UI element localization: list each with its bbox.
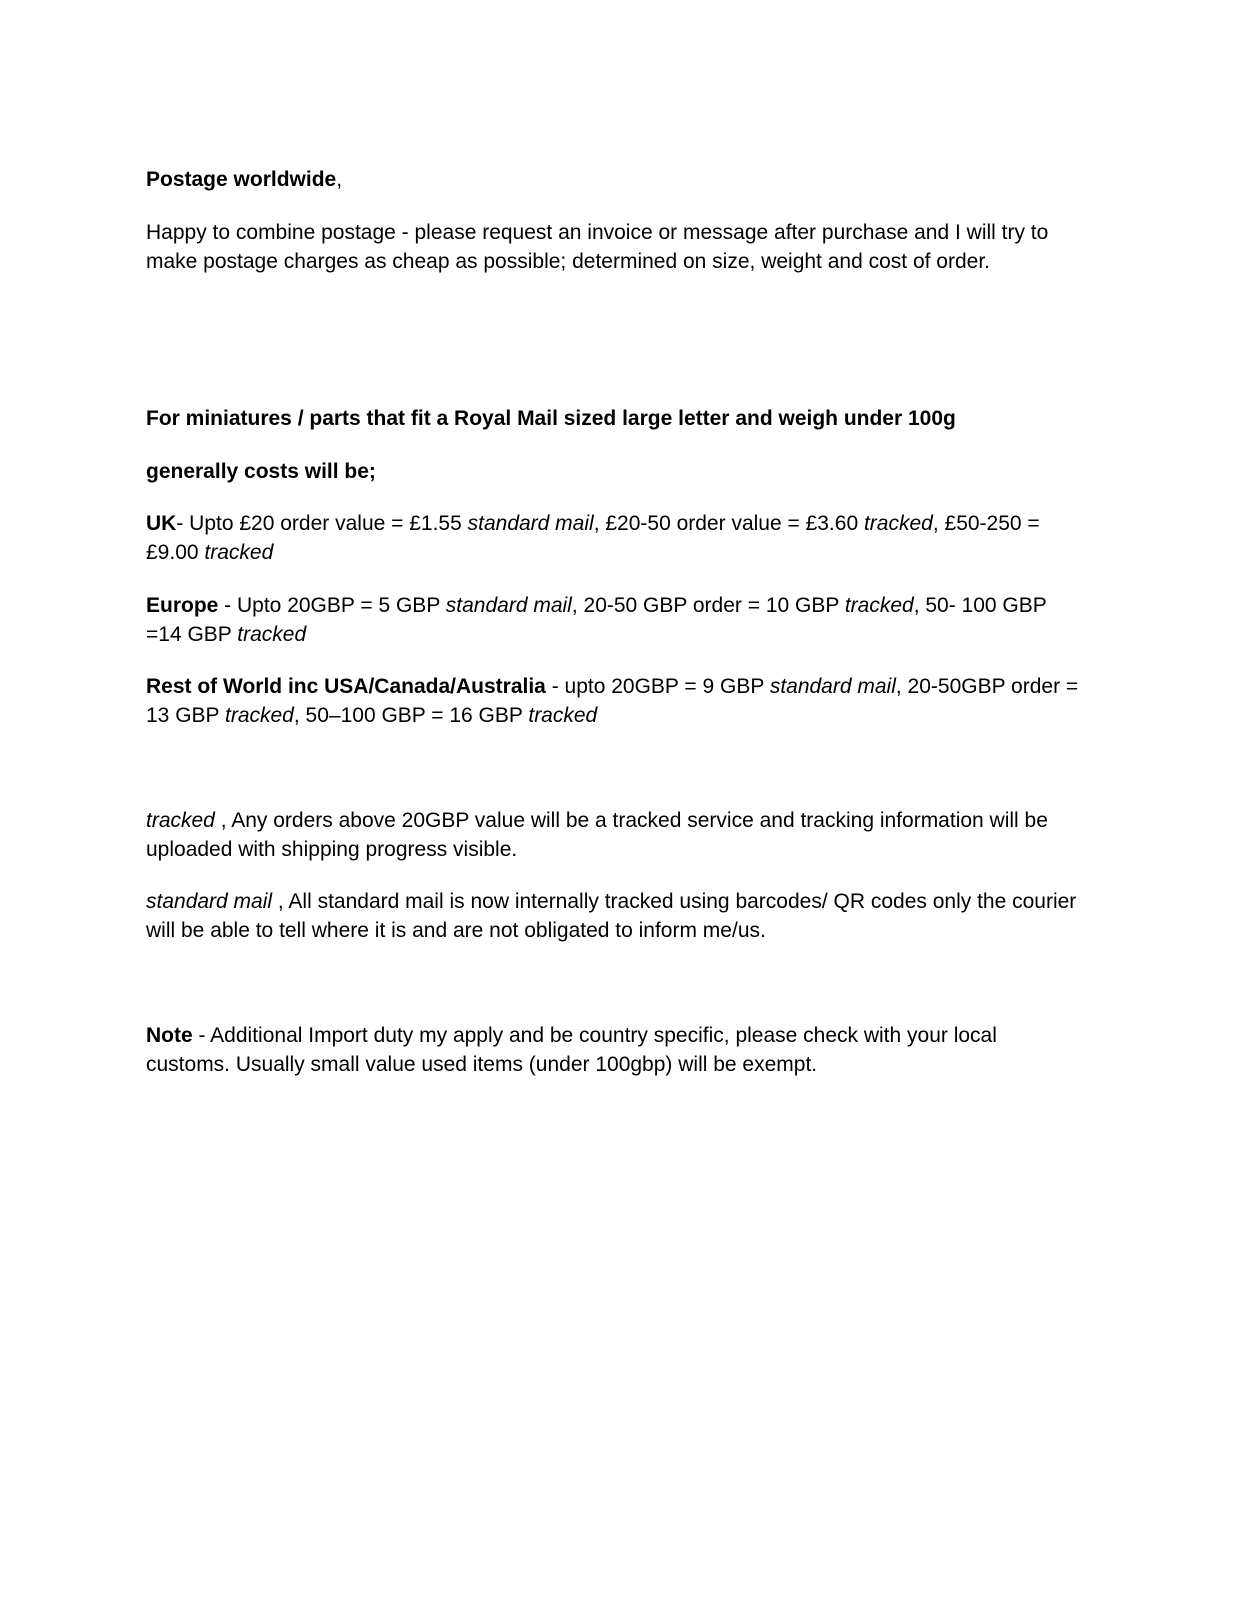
rest-of-world-label: Rest of World inc USA/Canada/Australia [146, 675, 546, 698]
tracked-note-paragraph [146, 806, 1086, 864]
import-duty-note-paragraph [146, 1021, 1086, 1079]
europe-rates-paragraph [146, 591, 1086, 649]
page-heading [146, 165, 1086, 194]
standard-mail-note-text: , All standard mail is now internally tracked using barcodes/ QR codes only the courier will be able to tell where it is and are not obligated to inform me/us. [146, 890, 1077, 942]
europe-italic-3: tracked [237, 623, 307, 646]
europe-italic-2: tracked [844, 594, 914, 617]
note-text: - Additional Import duty my apply and be country specific, please check with your local customs. Usually small value used items (under 100gbp) will be exempt. [146, 1024, 997, 1076]
uk-italic-1: standard mail [467, 512, 594, 535]
standard-mail-note-paragraph [146, 887, 1086, 945]
uk-text-1: - Upto £20 order value = £1.55 [176, 512, 468, 535]
europe-label: Europe [146, 594, 219, 617]
note-label: Note [146, 1024, 193, 1047]
tracked-note-text: , Any orders above 20GBP value will be a tracked service and tracking information will be uploaded with shipping progress visible. [146, 809, 1048, 861]
europe-text-3: , 50- 100 GBP =14 GBP [146, 594, 1047, 646]
intro-paragraph: Happy to combine postage - please request an invoice or message after purchase and I will try to make postage charges as cheap as possible; determined on size, weight and cost of order. [146, 221, 1049, 273]
heading-title: Postage worldwide [146, 168, 337, 191]
uk-text-3: , £50-250 = £9.00 [146, 512, 1040, 564]
heading-title-suffix: , [336, 168, 343, 191]
rest-of-world-text-1: - upto 20GBP = 9 GBP [545, 675, 770, 698]
section-heading-line1: For miniatures / parts that fit a Royal Mail sized large letter and weigh under 100g [146, 407, 956, 430]
europe-text-2: , 20-50 GBP order = 10 GBP [571, 594, 845, 617]
tracked-term: tracked [146, 809, 215, 832]
standard-mail-term: standard mail [146, 890, 273, 913]
europe-text-1: - Upto 20GBP = 5 GBP [218, 594, 446, 617]
europe-italic-1: standard mail [445, 594, 572, 617]
uk-label: UK [146, 512, 177, 535]
rest-of-world-italic-3: tracked [528, 704, 598, 727]
uk-italic-3: tracked [204, 541, 274, 564]
uk-text-2: , £20-50 order value = £3.60 [593, 512, 864, 535]
uk-italic-2: tracked [863, 512, 933, 535]
rest-of-world-text-3: , 50–100 GBP = 16 GBP [293, 704, 529, 727]
rest-of-world-rates-paragraph [146, 672, 1086, 730]
rest-of-world-italic-2: tracked [225, 704, 294, 727]
rest-of-world-text-2: , 20-50GBP order = 13 GBP [146, 675, 1079, 727]
rest-of-world-italic-1: standard mail [769, 675, 896, 698]
section-heading-line2: generally costs will be; [146, 460, 376, 483]
uk-rates-paragraph [146, 509, 1086, 567]
